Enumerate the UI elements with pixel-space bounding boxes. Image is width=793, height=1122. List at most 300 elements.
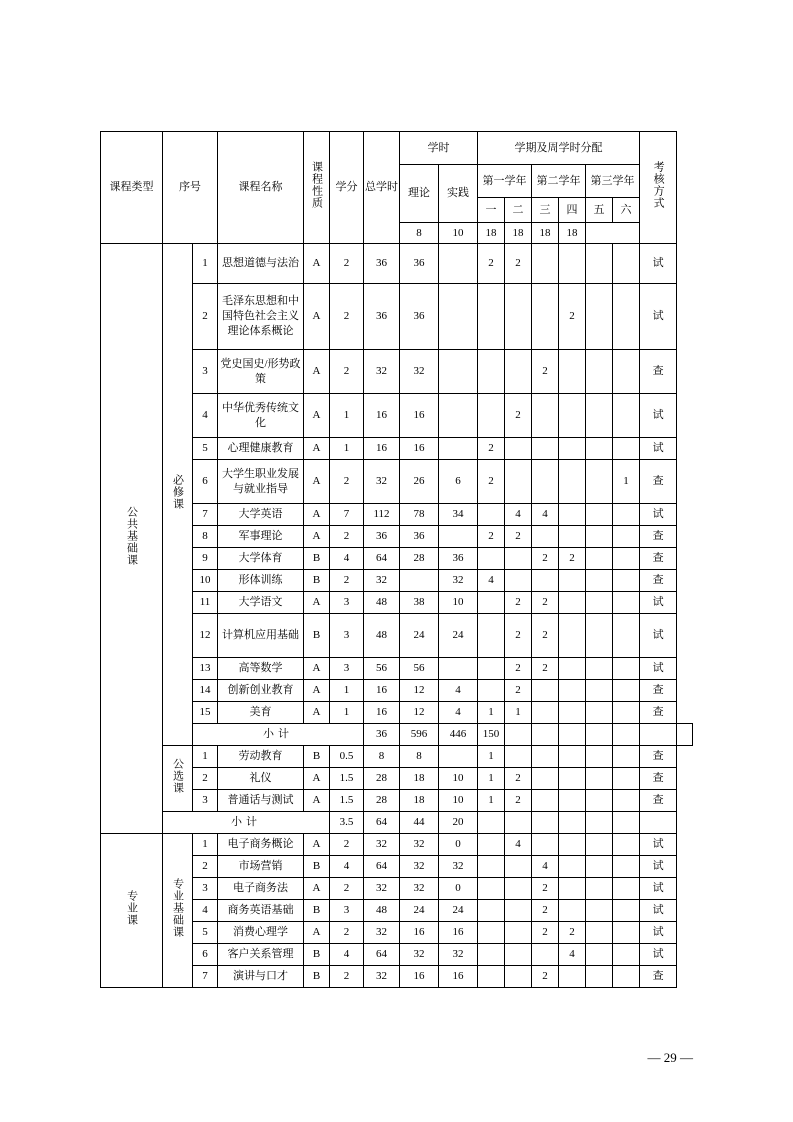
row-theory: 12 [400,680,439,702]
row-assessment: 试 [640,394,677,438]
subgroup-label-required-text: 必修课 [171,474,184,511]
row-course-name: 高等数学 [218,658,304,680]
row-course-name: 劳动教育 [218,746,304,768]
row-term-6 [613,614,640,658]
row-practice: 10 [439,592,478,614]
row-credits: 2 [330,526,364,548]
row-credits: 2 [330,460,364,504]
header-row-1 [101,132,693,165]
row-credits: 4 [330,856,364,878]
row-course-name: 大学英语 [218,504,304,526]
row-nature: A [304,922,330,944]
row-theory [400,570,439,592]
row-practice: 10 [439,790,478,812]
row-term-3 [532,944,559,966]
row-nature: A [304,790,330,812]
row-theory: 36 [400,284,439,350]
row-term-2 [505,922,532,944]
row-seq: 5 [193,922,218,944]
subtotal-term-6 [613,812,640,834]
row-assessment: 试 [640,284,677,350]
row-term-2 [505,900,532,922]
row-total: 32 [364,966,400,988]
row-term-5 [586,834,613,856]
row-term-1 [478,284,505,350]
row-course-name: 普通话与测试 [218,790,304,812]
row-total: 28 [364,768,400,790]
row-course-name: 电子商务法 [218,878,304,900]
row-nature: A [304,526,330,548]
row-term-2 [505,438,532,460]
row-theory: 28 [400,548,439,570]
row-term-2: 4 [505,834,532,856]
row-theory: 18 [400,768,439,790]
subtotal-term-6 [640,724,677,746]
row-nature: A [304,244,330,284]
row-term-1 [478,680,505,702]
row-term-6 [613,768,640,790]
row-assessment: 试 [640,504,677,526]
row-seq: 15 [193,702,218,724]
row-seq: 6 [193,944,218,966]
row-practice [439,350,478,394]
row-theory: 32 [400,878,439,900]
row-practice: 32 [439,944,478,966]
row-course-name: 计算机应用基础 [218,614,304,658]
row-assessment: 查 [640,548,677,570]
row-term-5 [586,702,613,724]
row-term-1 [478,966,505,988]
header-hours: 学时 [400,132,478,165]
row-theory: 24 [400,614,439,658]
row-seq: 7 [193,966,218,988]
group-label-major [101,834,163,988]
row-credits: 4 [330,944,364,966]
header-year1: 第一学年 [478,165,532,198]
row-course-name: 形体训练 [218,570,304,592]
row-total: 16 [364,702,400,724]
row-term-5 [586,900,613,922]
row-assessment: 查 [640,702,677,724]
row-practice: 4 [439,702,478,724]
row-assessment: 查 [640,680,677,702]
subtotal-term-5 [586,812,613,834]
row-credits: 3 [330,658,364,680]
row-nature: A [304,592,330,614]
row-term-6 [613,244,640,284]
header-weeks-6: 18 [559,223,586,244]
row-total: 8 [364,746,400,768]
subtotal-total: 64 [364,812,400,834]
header-term-3: 三 [532,198,559,223]
row-nature: B [304,570,330,592]
header-practice: 实践 [439,165,478,223]
row-credits: 1 [330,702,364,724]
row-term-3: 2 [532,922,559,944]
row-term-6 [613,504,640,526]
row-term-1: 2 [478,460,505,504]
row-term-6 [613,548,640,570]
row-term-4: 2 [559,548,586,570]
row-term-5 [586,966,613,988]
row-practice: 24 [439,900,478,922]
row-term-2: 2 [505,680,532,702]
row-term-6 [613,790,640,812]
row-term-2: 2 [505,614,532,658]
row-course-name: 商务英语基础 [218,900,304,922]
row-theory: 78 [400,504,439,526]
row-term-3: 2 [532,614,559,658]
row-term-4 [559,834,586,856]
row-total: 36 [364,284,400,350]
row-term-2: 2 [505,526,532,548]
subtotal-total: 596 [400,724,439,746]
table-header [101,132,693,244]
curriculum-table [100,131,693,988]
row-term-6 [613,570,640,592]
row-term-6 [613,394,640,438]
subtotal-practice: 20 [439,812,478,834]
row-term-3 [532,394,559,438]
row-practice: 36 [439,548,478,570]
row-total: 32 [364,878,400,900]
row-term-3 [532,460,559,504]
row-term-4 [559,966,586,988]
row-course-name: 演讲与口才 [218,966,304,988]
header-term-1: 一 [478,198,505,223]
row-assessment: 试 [640,834,677,856]
header-weeks-1: 8 [400,223,439,244]
row-term-3 [532,438,559,460]
row-credits: 3 [330,592,364,614]
row-assessment: 试 [640,856,677,878]
row-term-2 [505,856,532,878]
row-theory: 36 [400,244,439,284]
row-nature: A [304,680,330,702]
row-assessment: 查 [640,966,677,988]
row-term-5 [586,592,613,614]
row-total: 32 [364,570,400,592]
row-total: 28 [364,790,400,812]
row-seq: 9 [193,548,218,570]
row-theory: 32 [400,834,439,856]
row-term-4 [559,790,586,812]
row-term-5 [586,614,613,658]
row-term-4: 2 [559,284,586,350]
row-term-5 [586,438,613,460]
row-practice [439,284,478,350]
row-term-6: 1 [613,460,640,504]
row-course-name: 美育 [218,702,304,724]
row-credits: 2 [330,966,364,988]
row-practice: 32 [439,570,478,592]
row-term-2: 2 [505,658,532,680]
row-term-5 [586,658,613,680]
row-term-4 [559,680,586,702]
header-course-name: 课程名称 [218,132,304,244]
row-credits: 4 [330,548,364,570]
row-credits: 2 [330,834,364,856]
row-credits: 2 [330,244,364,284]
header-course-nature-label: 课程性质 [310,161,323,210]
row-nature: B [304,746,330,768]
row-course-name: 客户关系管理 [218,944,304,966]
row-term-1: 1 [478,768,505,790]
row-term-1 [478,548,505,570]
row-seq: 3 [193,790,218,812]
row-practice [439,394,478,438]
row-assessment: 试 [640,244,677,284]
table-row [101,834,693,856]
row-term-5 [586,350,613,394]
row-term-1 [478,592,505,614]
row-course-name: 大学体育 [218,548,304,570]
table-row [101,746,693,768]
row-term-6 [613,438,640,460]
row-term-4 [559,570,586,592]
row-practice: 0 [439,878,478,900]
row-credits: 3 [330,900,364,922]
row-assessment: 查 [640,350,677,394]
row-credits: 2 [330,922,364,944]
subtotal-theory: 446 [439,724,478,746]
row-credits: 2 [330,878,364,900]
row-seq: 4 [193,394,218,438]
subtotal-term-3 [559,724,586,746]
row-assessment: 查 [640,768,677,790]
row-theory: 56 [400,658,439,680]
row-seq: 1 [193,834,218,856]
row-assessment: 试 [640,592,677,614]
row-total: 32 [364,460,400,504]
row-term-6 [613,834,640,856]
row-assessment: 试 [640,878,677,900]
row-term-5 [586,768,613,790]
row-nature: B [304,966,330,988]
row-seq: 2 [193,856,218,878]
subtotal-row-elective [101,812,693,834]
row-nature: A [304,504,330,526]
header-term-distribution: 学期及周学时分配 [478,132,640,165]
row-term-1 [478,944,505,966]
subtotal-term-5 [613,724,640,746]
header-term-6: 六 [613,198,640,223]
row-nature: A [304,460,330,504]
row-term-4 [559,244,586,284]
row-nature: A [304,394,330,438]
row-total: 112 [364,504,400,526]
row-term-4 [559,460,586,504]
subtotal-term-1 [478,812,505,834]
row-practice [439,438,478,460]
subtotal-credits: 3.5 [330,812,364,834]
row-seq: 6 [193,460,218,504]
row-credits: 3 [330,614,364,658]
header-weeks-4: 18 [505,223,532,244]
row-credits: 7 [330,504,364,526]
row-total: 48 [364,592,400,614]
row-seq: 2 [193,284,218,350]
row-theory: 32 [400,856,439,878]
row-credits: 1 [330,394,364,438]
row-term-4 [559,438,586,460]
row-term-5 [586,944,613,966]
row-assessment: 试 [640,438,677,460]
row-seq: 8 [193,526,218,548]
row-nature: A [304,284,330,350]
subtotal-term-3 [532,812,559,834]
row-nature: A [304,658,330,680]
group-label-public-basic-text: 公共基础课 [125,506,138,567]
subtotal-label: 小计 [163,812,330,834]
row-nature: B [304,548,330,570]
row-term-1 [478,856,505,878]
row-term-1 [478,900,505,922]
row-course-name: 思想道德与法治 [218,244,304,284]
row-term-1 [478,878,505,900]
subtotal-term-2 [505,812,532,834]
row-practice: 0 [439,834,478,856]
row-seq: 3 [193,878,218,900]
row-term-3 [532,702,559,724]
row-term-6 [613,746,640,768]
row-term-2 [505,966,532,988]
row-term-1 [478,504,505,526]
row-term-1: 2 [478,526,505,548]
row-term-4 [559,394,586,438]
row-term-2: 2 [505,244,532,284]
row-term-1 [478,922,505,944]
page-number [648,1050,694,1066]
row-theory: 24 [400,900,439,922]
header-course-type: 课程类型 [101,132,163,244]
row-term-3: 2 [532,900,559,922]
header-weeks-3: 18 [478,223,505,244]
row-term-5 [586,570,613,592]
row-practice: 16 [439,922,478,944]
row-term-2: 4 [505,504,532,526]
row-credits: 2 [330,570,364,592]
row-term-2 [505,460,532,504]
header-term-4: 四 [559,198,586,223]
row-term-5 [586,548,613,570]
row-assessment: 试 [640,922,677,944]
row-term-5 [586,394,613,438]
row-assessment: 查 [640,460,677,504]
row-nature: B [304,944,330,966]
row-practice: 10 [439,768,478,790]
header-assessment [640,132,677,244]
row-term-5 [586,746,613,768]
row-theory: 16 [400,394,439,438]
row-term-2: 2 [505,394,532,438]
row-term-3: 4 [532,504,559,526]
row-term-3: 2 [532,658,559,680]
header-assessment-label: 考核方式 [652,161,665,210]
row-total: 64 [364,856,400,878]
row-term-6 [613,350,640,394]
header-weeks-5: 18 [532,223,559,244]
row-term-6 [613,966,640,988]
row-term-3 [532,244,559,284]
header-seq [163,132,218,244]
row-total: 16 [364,438,400,460]
row-term-2: 2 [505,592,532,614]
row-term-3 [532,526,559,548]
table-body [101,244,693,988]
row-term-5 [586,504,613,526]
row-term-2 [505,746,532,768]
row-theory: 26 [400,460,439,504]
row-term-3 [532,570,559,592]
row-practice [439,658,478,680]
row-total: 64 [364,548,400,570]
row-nature: A [304,768,330,790]
row-total: 32 [364,350,400,394]
row-term-4 [559,768,586,790]
row-assessment: 查 [640,570,677,592]
row-assessment: 试 [640,944,677,966]
row-term-1 [478,350,505,394]
row-course-name: 党史国史/形势政策 [218,350,304,394]
header-term-2: 二 [505,198,532,223]
group-label-major-text: 专业课 [125,890,138,927]
subtotal-assessment [677,724,693,746]
row-course-name: 心理健康教育 [218,438,304,460]
row-total: 16 [364,680,400,702]
row-term-3 [532,790,559,812]
row-seq: 1 [193,746,218,768]
subtotal-theory: 44 [400,812,439,834]
row-term-4 [559,526,586,548]
row-credits: 2 [330,350,364,394]
row-term-3 [532,746,559,768]
row-term-2 [505,548,532,570]
row-credits: 1 [330,680,364,702]
row-nature: A [304,702,330,724]
row-credits: 2 [330,284,364,350]
row-term-1: 2 [478,244,505,284]
subgroup-label-major-basic-text: 专业基础课 [171,878,184,939]
row-assessment: 查 [640,790,677,812]
row-seq: 11 [193,592,218,614]
row-theory: 16 [400,966,439,988]
row-term-1: 1 [478,746,505,768]
row-term-1 [478,658,505,680]
row-term-6 [613,702,640,724]
header-term-5: 五 [586,198,613,223]
row-practice: 32 [439,856,478,878]
row-term-2 [505,284,532,350]
row-nature: B [304,856,330,878]
header-course-nature [304,132,330,244]
row-term-4 [559,702,586,724]
header-year3: 第三学年 [586,165,640,198]
row-term-2: 2 [505,790,532,812]
row-theory: 8 [400,746,439,768]
row-term-6 [613,680,640,702]
row-course-name: 礼仪 [218,768,304,790]
row-theory: 36 [400,526,439,548]
row-practice [439,244,478,284]
header-credits: 学分 [330,132,364,244]
row-course-name: 市场营销 [218,856,304,878]
subtotal-term-4 [586,724,613,746]
row-term-4 [559,350,586,394]
row-term-1: 1 [478,790,505,812]
row-seq: 3 [193,350,218,394]
row-theory: 16 [400,438,439,460]
